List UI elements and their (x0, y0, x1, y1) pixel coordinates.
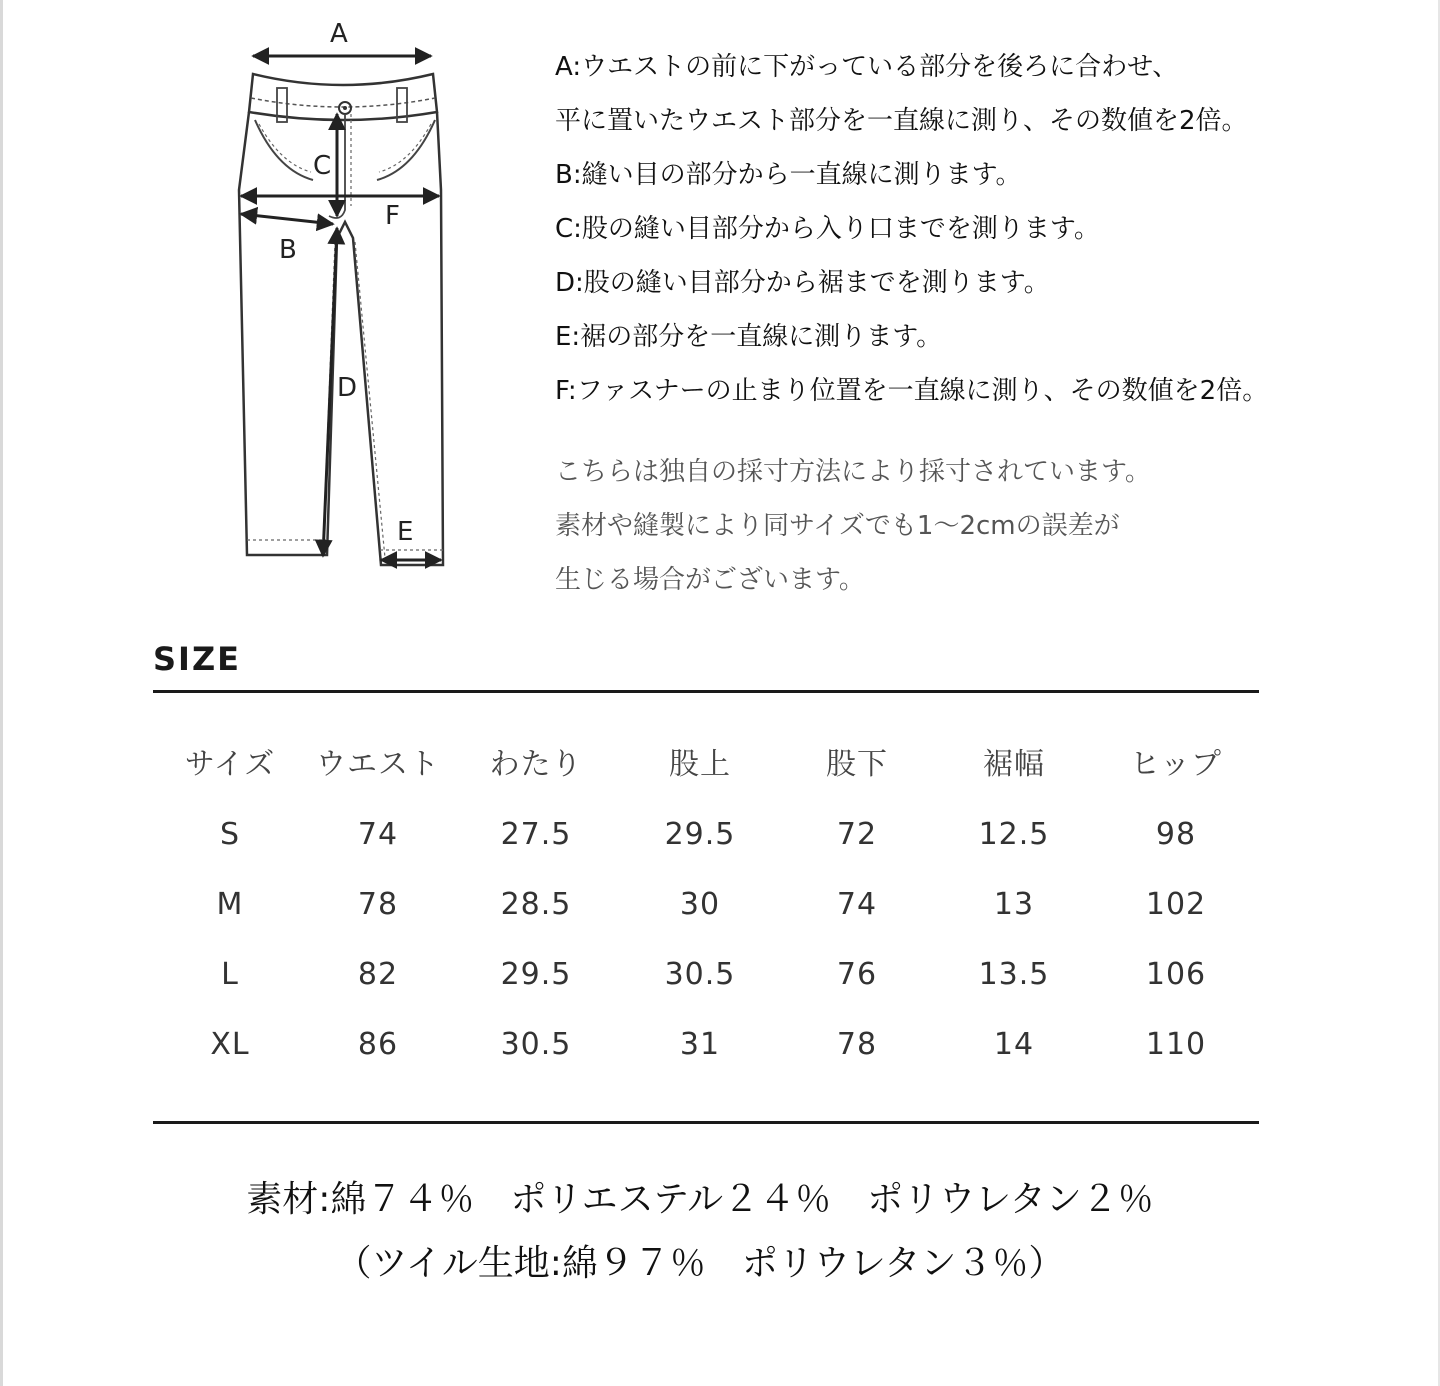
table-cell: 78 (357, 887, 399, 922)
instruction-line: D:股の縫い目部分から裾までを測ります。 (555, 268, 1050, 298)
table-cell: 102 (1145, 887, 1207, 922)
table-cell: 74 (357, 817, 399, 852)
instruction-line: E:裾の部分を一直線に測ります。 (555, 322, 943, 352)
table-row (150, 870, 1260, 940)
measurement-notes (555, 445, 1425, 607)
table-header-row (150, 730, 1260, 800)
table-cell: 27.5 (500, 817, 572, 852)
table-cell: 29.5 (664, 817, 736, 852)
size-table-top-rule (153, 690, 1259, 693)
column-header-hem: 裾幅 (983, 747, 1045, 782)
label-f: F (385, 201, 400, 231)
column-header-inseam: 股下 (826, 747, 888, 782)
size-heading: SIZE (153, 640, 242, 678)
table-cell: 28.5 (500, 887, 572, 922)
column-header-size: サイズ (184, 747, 276, 782)
table-cell: 13 (993, 887, 1035, 922)
table-cell: 78 (836, 1027, 878, 1062)
table-cell: 82 (357, 957, 399, 992)
instruction-line: F:ファスナーの止まり位置を一直線に測り、その数値を2倍。 (555, 376, 1269, 406)
label-c: C (313, 151, 332, 181)
column-header-hip: ヒップ (1129, 747, 1223, 782)
instruction-line: A:ウエストの前に下がっている部分を後ろに合わせ、 (555, 52, 1179, 82)
table-cell: 110 (1145, 1027, 1207, 1062)
table-cell: M (216, 887, 244, 922)
note-line: 生じる場合がございます。 (555, 565, 865, 595)
label-e: E (397, 517, 414, 547)
label-a: A (330, 19, 348, 49)
table-cell: 13.5 (978, 957, 1050, 992)
note-line: 素材や縫製により同サイズでも1〜2cmの誤差が (555, 511, 1120, 541)
table-row (150, 1010, 1260, 1080)
material-composition (0, 1168, 1400, 1296)
size-table-bottom-rule (153, 1121, 1259, 1124)
label-b: B (279, 235, 297, 265)
column-header-thigh: わたり (489, 747, 583, 782)
column-header-rise: 股上 (669, 747, 731, 782)
table-cell: 72 (836, 817, 878, 852)
table-cell: 30 (679, 887, 721, 922)
measurement-instructions (555, 40, 1425, 418)
table-cell: 106 (1145, 957, 1207, 992)
label-d: D (337, 373, 358, 403)
table-cell: L (221, 957, 239, 992)
table-cell: 29.5 (500, 957, 572, 992)
pants-illustration (225, 10, 465, 580)
table-row (150, 940, 1260, 1010)
pants-measurement-diagram (225, 10, 465, 580)
size-table (150, 730, 1260, 1080)
table-cell: 14 (993, 1027, 1035, 1062)
material-line: 素材:綿７４％ ポリエステル２４％ ポリウレタン２％ (246, 1179, 1154, 1220)
table-cell: 12.5 (978, 817, 1050, 852)
table-cell: XL (210, 1027, 250, 1062)
instruction-line: C:股の縫い目部分から入り口までを測ります。 (555, 214, 1100, 244)
column-header-waist: ウエスト (316, 747, 440, 782)
table-cell: 74 (836, 887, 878, 922)
table-cell: 98 (1155, 817, 1197, 852)
table-cell: 30.5 (500, 1027, 572, 1062)
instruction-line: B:縫い目の部分から一直線に測ります。 (555, 160, 1022, 190)
table-cell: 31 (679, 1027, 721, 1062)
table-cell: 76 (836, 957, 878, 992)
instruction-line: 平に置いたウエスト部分を一直線に測り、その数値を2倍。 (555, 106, 1248, 136)
table-cell: S (219, 817, 241, 852)
table-cell: 30.5 (664, 957, 736, 992)
table-row (150, 800, 1260, 870)
note-line: こちらは独自の採寸方法により採寸されています。 (555, 457, 1151, 487)
table-cell: 86 (357, 1027, 399, 1062)
material-line-twill: （ツイル生地:綿９７％ ポリウレタン３％） (335, 1243, 1065, 1284)
